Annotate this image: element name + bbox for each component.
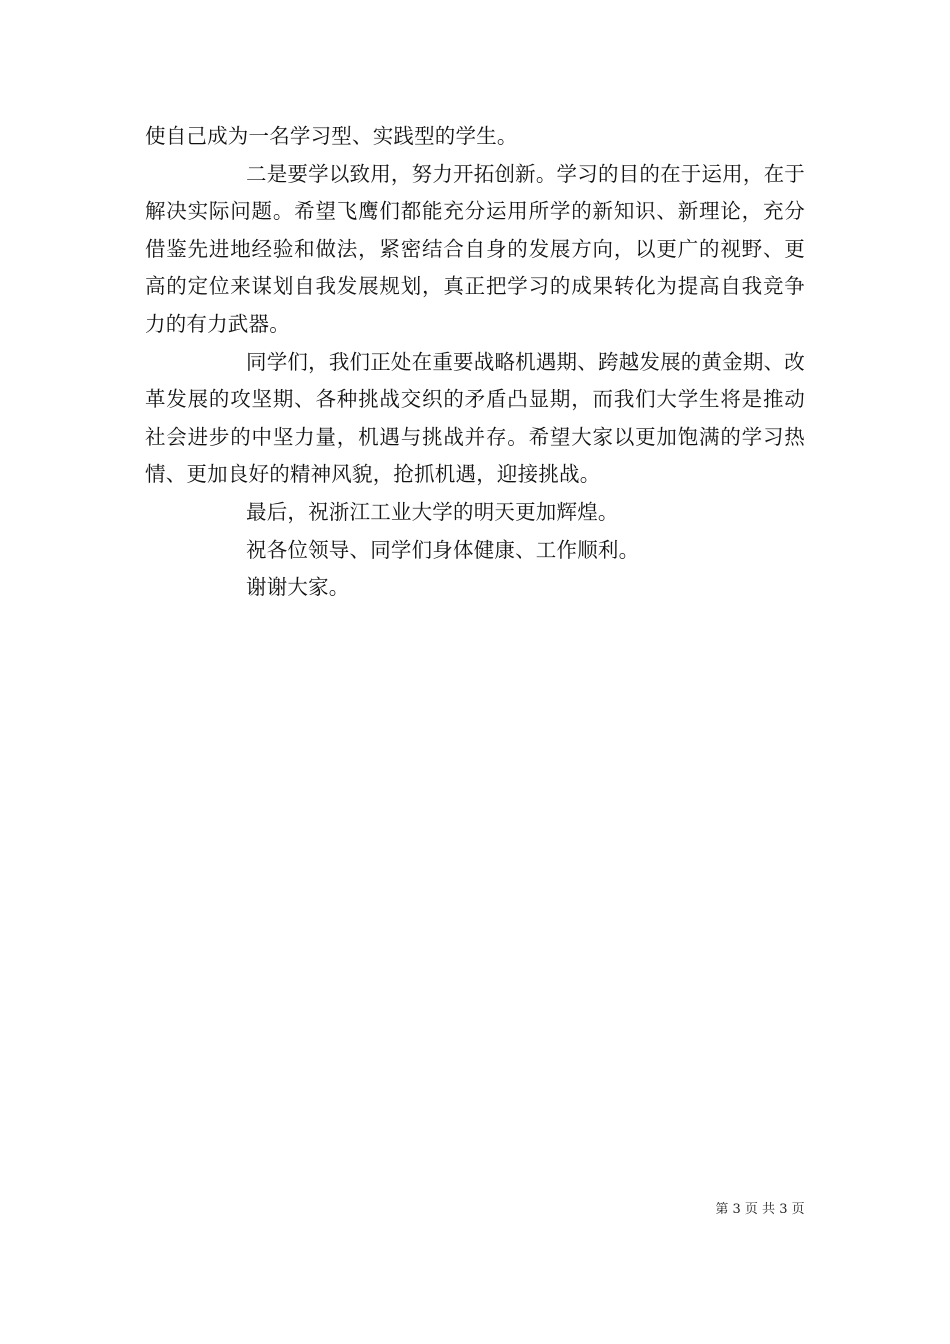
page-number-footer: 第 3 页 共 3 页	[715, 1202, 805, 1217]
paragraph-5: 祝各位领导、同学们身体健康、工作顺利。	[246, 537, 640, 562]
document-body	[145, 118, 805, 607]
paragraph-6: 谢谢大家。	[246, 575, 350, 600]
paragraph-2: 二是要学以致用，努力开拓创新。学习的目的在于运用，在于解决实际问题。希望飞鹰们都能充分运用所学的新知识、新理论，充分借鉴先进地经验和做法，紧密结合自身的发展方向，以更广的视野、更高的定位来谋划自我发展规划，真正把学习的成果转化为提高自我竞争力的有力武器。	[145, 161, 805, 336]
paragraph-3: 同学们，我们正处在重要战略机遇期、跨越发展的黄金期、改革发展的攻坚期、各种挑战交织的矛盾凸显期，而我们大学生将是推动社会进步的中坚力量，机遇与挑战并存。希望大家以更加饱满的学习热情、更加良好的精神风貌，抢抓机遇，迎接挑战。	[145, 349, 805, 487]
paragraph-1: 使自己成为一名学习型、实践型的学生。	[145, 124, 518, 148]
paragraph-4: 最后，祝浙江工业大学的明天更加辉煌。	[246, 499, 619, 524]
